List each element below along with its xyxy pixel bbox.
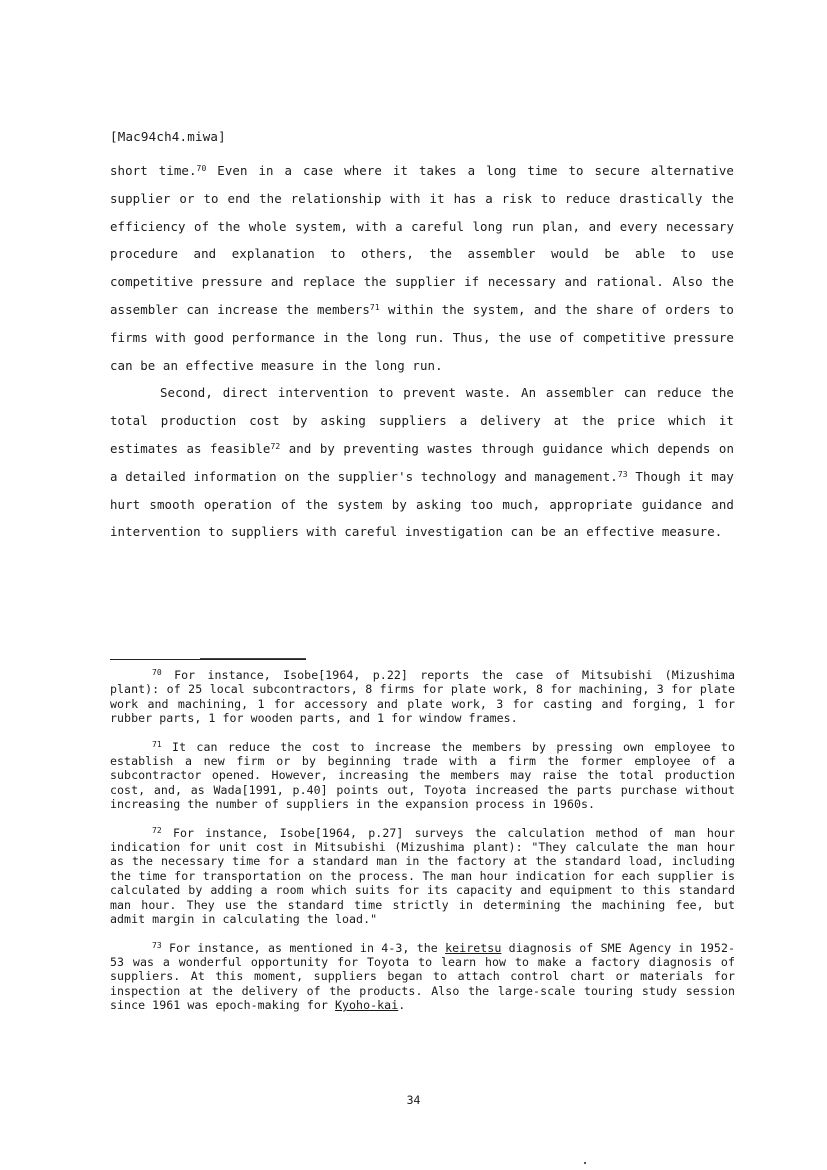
document-header: [Mac94ch4.miwa] bbox=[110, 129, 226, 144]
text-run: It can reduce the cost to increase the members by pressing own employee to establish a new firm or by beginning trade with a firm the former employee of a subcontractor opened. However, increasing the members may raise the total production cost, and, as Wada[1991, p.40] points out, Toyota increased the parts purchase without increasing the number of suppliers in the expansion process in 1960s. bbox=[110, 739, 735, 812]
footnote-marker: 73 bbox=[152, 940, 162, 950]
body-paragraph bbox=[110, 379, 734, 546]
text-run: and by preventing wastes through guidance which depends on a detailed information on the supplier's technology and management. bbox=[110, 440, 734, 484]
footnote-marker: 70 bbox=[196, 164, 207, 173]
text-run: within the system, and the share of orders to firms with good performance in the long run. Thus, the use of competitive pressure can be an effective measure in the long run. bbox=[110, 301, 734, 373]
text-run: . bbox=[398, 998, 406, 1013]
scan-speck bbox=[584, 1162, 586, 1164]
footnote-indent bbox=[110, 668, 152, 682]
footnote-marker: 70 bbox=[152, 668, 162, 677]
text-run: Though it may hurt smooth operation of the system by asking too much, appropriate guidance and intervention to suppliers with careful investigation can be an effective measure. bbox=[110, 468, 734, 540]
footnote-separator bbox=[110, 659, 306, 660]
text-run: Second, direct intervention to prevent waste. An assembler can reduce the total production cost by asking suppliers a delivery at the price which it estimates as feasible bbox=[110, 385, 734, 456]
body-text bbox=[110, 157, 734, 546]
text-run: For instance, Isobe[1964, p.27] surveys the calculation method of man hour indication for unit cost in Mitsubishi (Mizushima plant): "They calculate the man hour as the necessary time for a standard man in the factory at the standard load, including the time for transportation on the process. The man hour indication for each supplier is calculated by adding a room which suits for its capacity and equipment to this standard man hour. They use the standard time strictly in determining the machining fee, but admit margin in calculating the load." bbox=[110, 825, 735, 927]
footnote-indent bbox=[110, 941, 152, 955]
body-paragraph bbox=[110, 157, 734, 379]
footnote-marker: 73 bbox=[617, 469, 628, 479]
underlined-term: keiretsu bbox=[445, 940, 502, 955]
footnote-indent bbox=[110, 740, 152, 754]
footnote-marker: 71 bbox=[152, 739, 162, 749]
underlined-term: Kyoho-kai bbox=[334, 998, 399, 1013]
footnote bbox=[110, 941, 735, 1013]
text-run: For instance, as mentioned in 4-3, the bbox=[161, 940, 446, 955]
footnote-indent bbox=[110, 826, 152, 840]
footnotes bbox=[110, 668, 735, 1027]
footnote bbox=[110, 826, 735, 927]
footnote-separator-overlay bbox=[200, 658, 306, 659]
text-run: short time. bbox=[110, 163, 197, 178]
text-run: diagnosis of SME Agency in 1952-53 was a wonderful opportunity for Toyota to learn how to make a factory diagnosis of suppliers. At this moment, suppliers began to attach control chart or materials for inspection at the delivery of the products. Also the large-scale touring study session since 1961 was epoch-making for bbox=[110, 940, 735, 1013]
page-number: 34 bbox=[406, 1093, 421, 1107]
footnote-marker: 72 bbox=[152, 825, 162, 835]
text-run: Even in a case where it takes a long time to secure alternative supplier or to end the relationship with it has a risk to reduce drastically the efficiency of the whole system, with a careful long run plan, and every necessary procedure and explanation to others, the assembler would be able to use competitive pressure and replace the supplier if necessary and rational. Also the assembler can increase the members bbox=[110, 163, 734, 317]
footnote bbox=[110, 740, 735, 812]
footnote-marker: 72 bbox=[270, 441, 281, 451]
footnote bbox=[110, 668, 735, 726]
text-run: For instance, Isobe[1964, p.22] reports the case of Mitsubishi (Mizushima plant): of 25 local subcontractors, 8 firms for plate work, 8 for machining, 3 for plate work and machining, 1 for accessory and plate work, 3 for casting and forging, 1 for rubber parts, 1 for wooden parts, and 1 for window frames. bbox=[110, 668, 735, 726]
footnote-marker: 71 bbox=[369, 302, 380, 312]
